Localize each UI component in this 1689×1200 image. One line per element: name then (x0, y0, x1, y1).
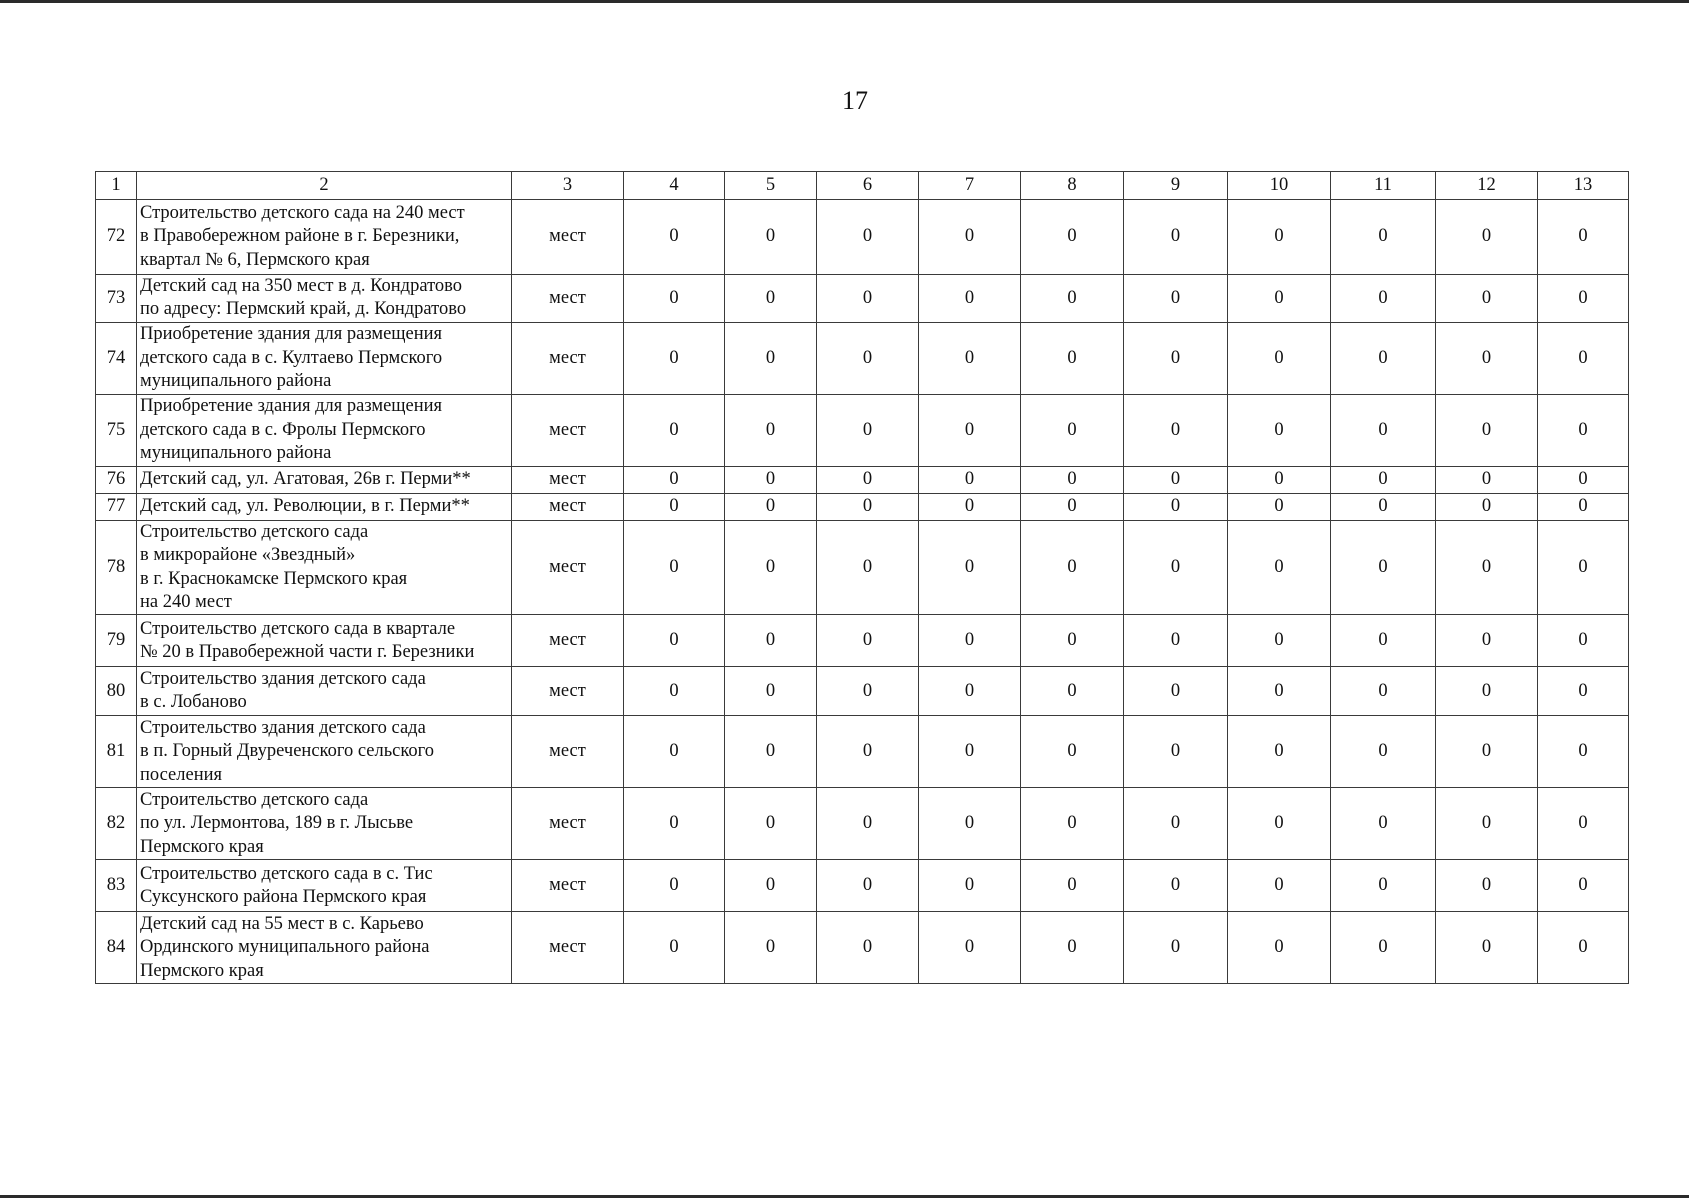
value-cell: 0 (817, 860, 919, 912)
row-number: 77 (96, 493, 137, 520)
table-row (96, 275, 1629, 323)
row-number: 83 (96, 860, 137, 912)
header-cell: 2 (137, 172, 512, 200)
object-name: Строительство детского сада по ул. Лермонтова, 189 в г. Лысьве Пермского края (137, 788, 512, 860)
value-cell: 0 (817, 615, 919, 667)
value-cell: 0 (624, 275, 725, 323)
object-name: Приобретение здания для размещения детского сада в с. Култаево Пермского муниципального района (137, 322, 512, 394)
value-cell: 0 (1124, 520, 1228, 615)
value-cell: 0 (1538, 912, 1629, 984)
value-cell: 0 (725, 520, 817, 615)
value-cell: 0 (725, 860, 817, 912)
header-cell: 3 (512, 172, 624, 200)
unit-cell: мест (512, 394, 624, 466)
header-cell: 1 (96, 172, 137, 200)
table-row (96, 615, 1629, 667)
row-number: 84 (96, 912, 137, 984)
value-cell: 0 (919, 667, 1021, 716)
value-cell: 0 (1021, 860, 1124, 912)
value-cell: 0 (1124, 493, 1228, 520)
value-cell: 0 (1021, 394, 1124, 466)
value-cell: 0 (817, 912, 919, 984)
value-cell: 0 (1228, 912, 1331, 984)
value-cell: 0 (817, 200, 919, 275)
value-cell: 0 (725, 667, 817, 716)
value-cell: 0 (1331, 912, 1436, 984)
table-body (96, 172, 1629, 984)
value-cell: 0 (1021, 615, 1124, 667)
value-cell: 0 (817, 275, 919, 323)
value-cell: 0 (624, 667, 725, 716)
value-cell: 0 (725, 322, 817, 394)
value-cell: 0 (1124, 860, 1228, 912)
value-cell: 0 (1124, 788, 1228, 860)
value-cell: 0 (1436, 493, 1538, 520)
value-cell: 0 (817, 788, 919, 860)
unit-cell: мест (512, 615, 624, 667)
value-cell: 0 (919, 912, 1021, 984)
value-cell: 0 (624, 615, 725, 667)
value-cell: 0 (1124, 322, 1228, 394)
value-cell: 0 (1021, 322, 1124, 394)
value-cell: 0 (1538, 493, 1629, 520)
value-cell: 0 (1021, 200, 1124, 275)
header-cell: 12 (1436, 172, 1538, 200)
unit-cell: мест (512, 200, 624, 275)
value-cell: 0 (817, 520, 919, 615)
value-cell: 0 (1021, 275, 1124, 323)
value-cell: 0 (1124, 716, 1228, 788)
value-cell: 0 (817, 394, 919, 466)
value-cell: 0 (919, 716, 1021, 788)
value-cell: 0 (919, 200, 1021, 275)
value-cell: 0 (725, 493, 817, 520)
value-cell: 0 (1228, 322, 1331, 394)
unit-cell: мест (512, 716, 624, 788)
row-number: 73 (96, 275, 137, 323)
object-name: Строительство здания детского сада в с. Лобаново (137, 667, 512, 716)
value-cell: 0 (1228, 466, 1331, 493)
value-cell: 0 (1124, 667, 1228, 716)
scan-bottom-edge (0, 1195, 1689, 1198)
value-cell: 0 (1021, 667, 1124, 716)
table-row (96, 520, 1629, 615)
object-name: Приобретение здания для размещения детского сада в с. Фролы Пермского муниципального района (137, 394, 512, 466)
data-table (95, 171, 1629, 984)
value-cell: 0 (817, 667, 919, 716)
value-cell: 0 (919, 394, 1021, 466)
value-cell: 0 (725, 200, 817, 275)
value-cell: 0 (1331, 615, 1436, 667)
table-row (96, 200, 1629, 275)
row-number: 82 (96, 788, 137, 860)
value-cell: 0 (1538, 860, 1629, 912)
unit-cell: мест (512, 860, 624, 912)
value-cell: 0 (1538, 788, 1629, 860)
unit-cell: мест (512, 466, 624, 493)
value-cell: 0 (1436, 466, 1538, 493)
value-cell: 0 (725, 275, 817, 323)
value-cell: 0 (1021, 493, 1124, 520)
value-cell: 0 (1331, 860, 1436, 912)
object-name: Строительство детского сада в квартале № 20 в Правобережной части г. Березники (137, 615, 512, 667)
value-cell: 0 (624, 860, 725, 912)
value-cell: 0 (1124, 912, 1228, 984)
value-cell: 0 (1538, 394, 1629, 466)
header-cell: 5 (725, 172, 817, 200)
value-cell: 0 (1538, 200, 1629, 275)
value-cell: 0 (725, 615, 817, 667)
value-cell: 0 (1124, 466, 1228, 493)
page-number: 17 (842, 86, 868, 115)
value-cell: 0 (1538, 275, 1629, 323)
header-cell: 8 (1021, 172, 1124, 200)
value-cell: 0 (1228, 860, 1331, 912)
scan-top-edge (0, 0, 1689, 3)
table-row (96, 860, 1629, 912)
value-cell: 0 (1436, 520, 1538, 615)
unit-cell: мест (512, 788, 624, 860)
value-cell: 0 (1228, 394, 1331, 466)
row-number: 75 (96, 394, 137, 466)
value-cell: 0 (919, 788, 1021, 860)
value-cell: 0 (1436, 912, 1538, 984)
value-cell: 0 (1538, 466, 1629, 493)
value-cell: 0 (817, 466, 919, 493)
value-cell: 0 (1331, 394, 1436, 466)
value-cell: 0 (1538, 322, 1629, 394)
unit-cell: мест (512, 667, 624, 716)
value-cell: 0 (1124, 394, 1228, 466)
table-row (96, 788, 1629, 860)
value-cell: 0 (1331, 716, 1436, 788)
unit-cell: мест (512, 322, 624, 394)
table-row (96, 493, 1629, 520)
row-number: 72 (96, 200, 137, 275)
value-cell: 0 (817, 716, 919, 788)
value-cell: 0 (1228, 615, 1331, 667)
unit-cell: мест (512, 275, 624, 323)
value-cell: 0 (1331, 667, 1436, 716)
value-cell: 0 (1331, 322, 1436, 394)
value-cell: 0 (725, 788, 817, 860)
object-name: Строительство детского сада в с. Тис Суксунского района Пермского края (137, 860, 512, 912)
value-cell: 0 (1331, 466, 1436, 493)
object-name: Строительство детского сада в микрорайоне «Звездный» в г. Краснокамске Пермского края на 240 мест (137, 520, 512, 615)
table-row (96, 912, 1629, 984)
row-number: 74 (96, 322, 137, 394)
value-cell: 0 (1331, 200, 1436, 275)
value-cell: 0 (1436, 275, 1538, 323)
value-cell: 0 (1021, 716, 1124, 788)
header-cell: 6 (817, 172, 919, 200)
unit-cell: мест (512, 493, 624, 520)
value-cell: 0 (1228, 275, 1331, 323)
value-cell: 0 (817, 493, 919, 520)
value-cell: 0 (1538, 667, 1629, 716)
value-cell: 0 (1228, 667, 1331, 716)
header-cell: 13 (1538, 172, 1629, 200)
header-cell: 10 (1228, 172, 1331, 200)
value-cell: 0 (1436, 860, 1538, 912)
object-name: Детский сад, ул. Агатовая, 26в г. Перми** (137, 466, 512, 493)
table-row (96, 667, 1629, 716)
value-cell: 0 (919, 322, 1021, 394)
value-cell: 0 (1228, 788, 1331, 860)
value-cell: 0 (725, 716, 817, 788)
value-cell: 0 (919, 615, 1021, 667)
value-cell: 0 (1021, 912, 1124, 984)
value-cell: 0 (1436, 788, 1538, 860)
table-row (96, 716, 1629, 788)
value-cell: 0 (1436, 322, 1538, 394)
value-cell: 0 (725, 394, 817, 466)
value-cell: 0 (1331, 275, 1436, 323)
value-cell: 0 (624, 394, 725, 466)
value-cell: 0 (725, 466, 817, 493)
value-cell: 0 (1021, 520, 1124, 615)
value-cell: 0 (624, 788, 725, 860)
value-cell: 0 (624, 912, 725, 984)
header-cell: 11 (1331, 172, 1436, 200)
value-cell: 0 (1228, 716, 1331, 788)
value-cell: 0 (1331, 493, 1436, 520)
row-number: 81 (96, 716, 137, 788)
value-cell: 0 (624, 493, 725, 520)
row-number: 78 (96, 520, 137, 615)
object-name: Детский сад на 350 мест в д. Кондратово по адресу: Пермский край, д. Кондратово (137, 275, 512, 323)
value-cell: 0 (1021, 466, 1124, 493)
header-cell: 7 (919, 172, 1021, 200)
value-cell: 0 (624, 466, 725, 493)
row-number: 80 (96, 667, 137, 716)
table-row (96, 322, 1629, 394)
value-cell: 0 (1021, 788, 1124, 860)
unit-cell: мест (512, 520, 624, 615)
value-cell: 0 (1228, 520, 1331, 615)
row-number: 76 (96, 466, 137, 493)
row-number: 79 (96, 615, 137, 667)
value-cell: 0 (1228, 200, 1331, 275)
value-cell: 0 (1436, 716, 1538, 788)
header-cell: 9 (1124, 172, 1228, 200)
value-cell: 0 (725, 912, 817, 984)
value-cell: 0 (1436, 667, 1538, 716)
value-cell: 0 (624, 322, 725, 394)
value-cell: 0 (919, 520, 1021, 615)
object-name: Строительство детского сада на 240 мест в Правобережном районе в г. Березники, квартал № 6, Пермского края (137, 200, 512, 275)
value-cell: 0 (624, 716, 725, 788)
object-name: Строительство здания детского сада в п. Горный Двуреченского сельского поселения (137, 716, 512, 788)
value-cell: 0 (919, 860, 1021, 912)
header-cell: 4 (624, 172, 725, 200)
value-cell: 0 (1331, 520, 1436, 615)
value-cell: 0 (919, 466, 1021, 493)
table-row (96, 466, 1629, 493)
value-cell: 0 (1538, 716, 1629, 788)
table-row (96, 394, 1629, 466)
value-cell: 0 (1436, 200, 1538, 275)
value-cell: 0 (1228, 493, 1331, 520)
value-cell: 0 (1124, 200, 1228, 275)
table-header-row (96, 172, 1629, 200)
value-cell: 0 (919, 275, 1021, 323)
value-cell: 0 (1436, 615, 1538, 667)
value-cell: 0 (1436, 394, 1538, 466)
value-cell: 0 (624, 520, 725, 615)
unit-cell: мест (512, 912, 624, 984)
value-cell: 0 (817, 322, 919, 394)
object-name: Детский сад, ул. Революции, в г. Перми** (137, 493, 512, 520)
value-cell: 0 (1538, 615, 1629, 667)
value-cell: 0 (1331, 788, 1436, 860)
value-cell: 0 (1124, 275, 1228, 323)
value-cell: 0 (1538, 520, 1629, 615)
value-cell: 0 (1124, 615, 1228, 667)
value-cell: 0 (919, 493, 1021, 520)
object-name: Детский сад на 55 мест в с. Карьево Ординского муниципального района Пермского края (137, 912, 512, 984)
value-cell: 0 (624, 200, 725, 275)
